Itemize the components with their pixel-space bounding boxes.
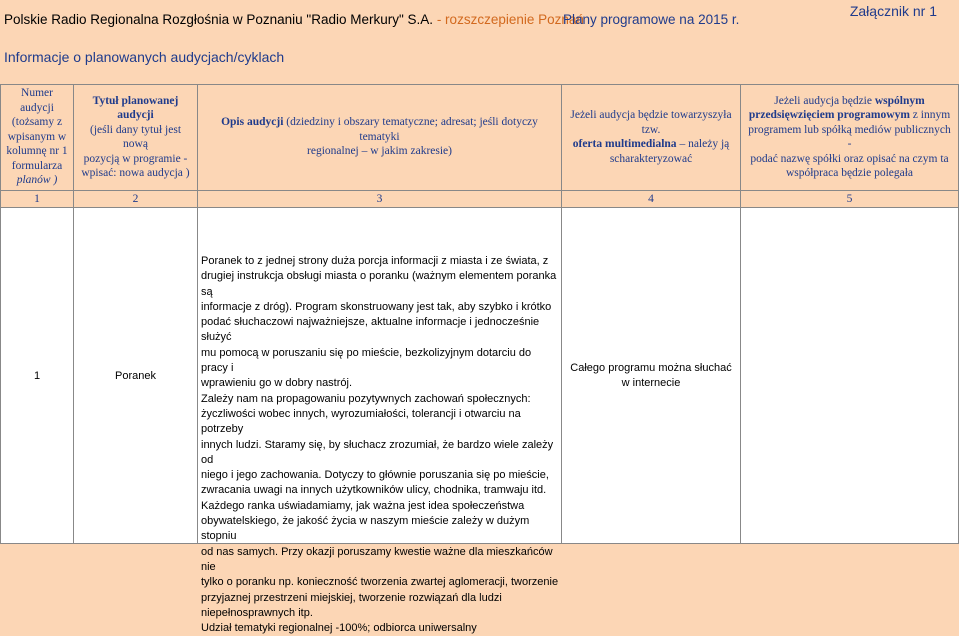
header-col3-rest: (dziedziny i obszary tematyczne; adresat; jeśli dotyczy tematyki	[283, 116, 538, 143]
description-line: wprawieniu go w dobry nastrój.	[201, 377, 353, 390]
column-number: 1	[34, 193, 40, 205]
description-line: mu pomocą w poruszaniu się po mieście, bezkolizyjnym dotarciu do pracy i	[201, 346, 532, 375]
plans-label: Plany programowe na 2015 r.	[563, 12, 740, 27]
info-heading: Informacje o planowanych audycjach/cyklach	[4, 49, 285, 65]
description-line: Poranek to z jednej strony duża porcja informacji z miasta i ze świata, z	[201, 255, 549, 267]
header-col3-line: regionalnej – w jakim zakresie)	[307, 145, 452, 158]
description-line: Zależy nam na propagowaniu pozytywnych zachowań społecznych:	[201, 392, 531, 405]
header-col3-bold: Opis audycji	[221, 116, 284, 129]
title-prefix: Polskie Radio Regionalna Rozgłośnia w Poznaniu "Radio Merkury" S.A.	[4, 12, 434, 27]
title-suffix: - rozszczepienie Poznań	[433, 12, 584, 27]
header-col4-rest: – należy ją	[676, 138, 730, 150]
header-col-multimedia	[562, 84, 740, 190]
header-col4-line: Jeżeli audycja będzie towarzyszyła tzw.	[570, 109, 732, 136]
header-col5-line: podać nazwę spółki oraz opisać na czym ta	[750, 152, 949, 165]
description-line: tylko o poranku np. konieczność tworzenia zwartej aglomeracji, tworzenie	[201, 576, 559, 589]
description-line: przyjaznej przestrzeni miejskiej, tworzenie rozwiązań dla ludzi	[201, 591, 502, 604]
header-col2-line: (jeśli dany tytuł jest nową	[89, 123, 182, 150]
description-line: od nas samych. Przy okazji poruszamy kwestie ważne dla mieszkańców nie	[201, 545, 553, 573]
column-number: 3	[376, 193, 383, 205]
description-line: informacje z dróg). Program skonstruowany jest tak, aby szybko i krótko	[201, 300, 552, 313]
header-col2-line: wpisać: nowa audycja )	[81, 167, 190, 179]
column-number: 5	[846, 193, 853, 205]
description-line: niego i jego zachowania. Dotyczy to głównie poruszania się po mieście,	[201, 469, 549, 482]
header-col5-bold: wspólnym	[874, 94, 925, 107]
description-line: Udział tematyki regionalnej -100%; odbiorca uniwersalny	[201, 622, 477, 635]
header-col5-rest: z innym	[909, 109, 951, 121]
description-line: życzliwości wobec innych, wyrozumiałości, tolerancji i otwarciu na potrzeby	[201, 407, 521, 436]
column-number: 2	[132, 193, 139, 205]
row-joint	[741, 208, 958, 544]
header-col1-line: Numer	[21, 87, 53, 100]
description-line: Każdego ranka uświadamiamy, jak ważna jest idea społeczeństwa	[201, 499, 525, 512]
header-col5-bold: przedsięwzięciem programowym	[748, 109, 910, 121]
attachment-label: Załącznik nr 1	[849, 3, 937, 19]
header-col-description	[198, 84, 561, 190]
row-number: 1	[33, 369, 41, 382]
header-col2-bold: Tytuł planowanej audycji	[92, 94, 179, 121]
header-col5-line: współpraca będzie polegała	[785, 167, 914, 179]
row-description	[201, 254, 559, 636]
description-line: obywatelskiego, że jakość życia w naszym mieście zależy w dużym stopniu	[201, 515, 530, 543]
header-col-joint	[741, 84, 958, 190]
description-line: drugiej instrukcja obsługi miasta o poranku (ważnym elementem poranka są	[201, 270, 557, 298]
document-title	[4, 12, 584, 27]
header-col2-line: pozycją w programie -	[83, 152, 188, 165]
header-col-number	[1, 84, 73, 190]
description-line: podać słuchaczowi najważniejsze, aktualne informacje i jednocześnie służyć	[201, 316, 540, 344]
column-number: 4	[648, 193, 654, 205]
description-line: innych ludzi. Staramy się, by słuchacz zrozumiał, że bardzo wiele zależy od	[201, 438, 554, 466]
header-col-title	[74, 84, 197, 190]
row-title: Poranek	[115, 369, 156, 382]
header-col1-line: (tożsamy z	[11, 116, 63, 129]
header-col5-pre: Jeżeli audycja będzie	[774, 94, 875, 107]
description-line: zwracania uwagi na innych użytkowników ulicy, chodnika, tramwaju itd.	[201, 484, 547, 497]
header-col4-bold: oferta multimedialna	[572, 138, 677, 150]
header-col1-line: kolumnę nr 1	[6, 145, 68, 158]
header-col5-line: programem lub spółką mediów publicznych -	[748, 123, 951, 150]
header-col1-line: audycji	[20, 101, 54, 114]
header-col1-line: planów )	[16, 174, 58, 187]
header-col1-line: formularza	[11, 159, 63, 172]
header-col4-line: scharakteryzować	[609, 152, 693, 165]
row-multimedia: Całego programu można słuchać w internecie	[570, 362, 732, 389]
header-col1-line: wpisanym w	[7, 130, 67, 143]
description-line: niepełnosprawnych itp.	[201, 606, 313, 619]
